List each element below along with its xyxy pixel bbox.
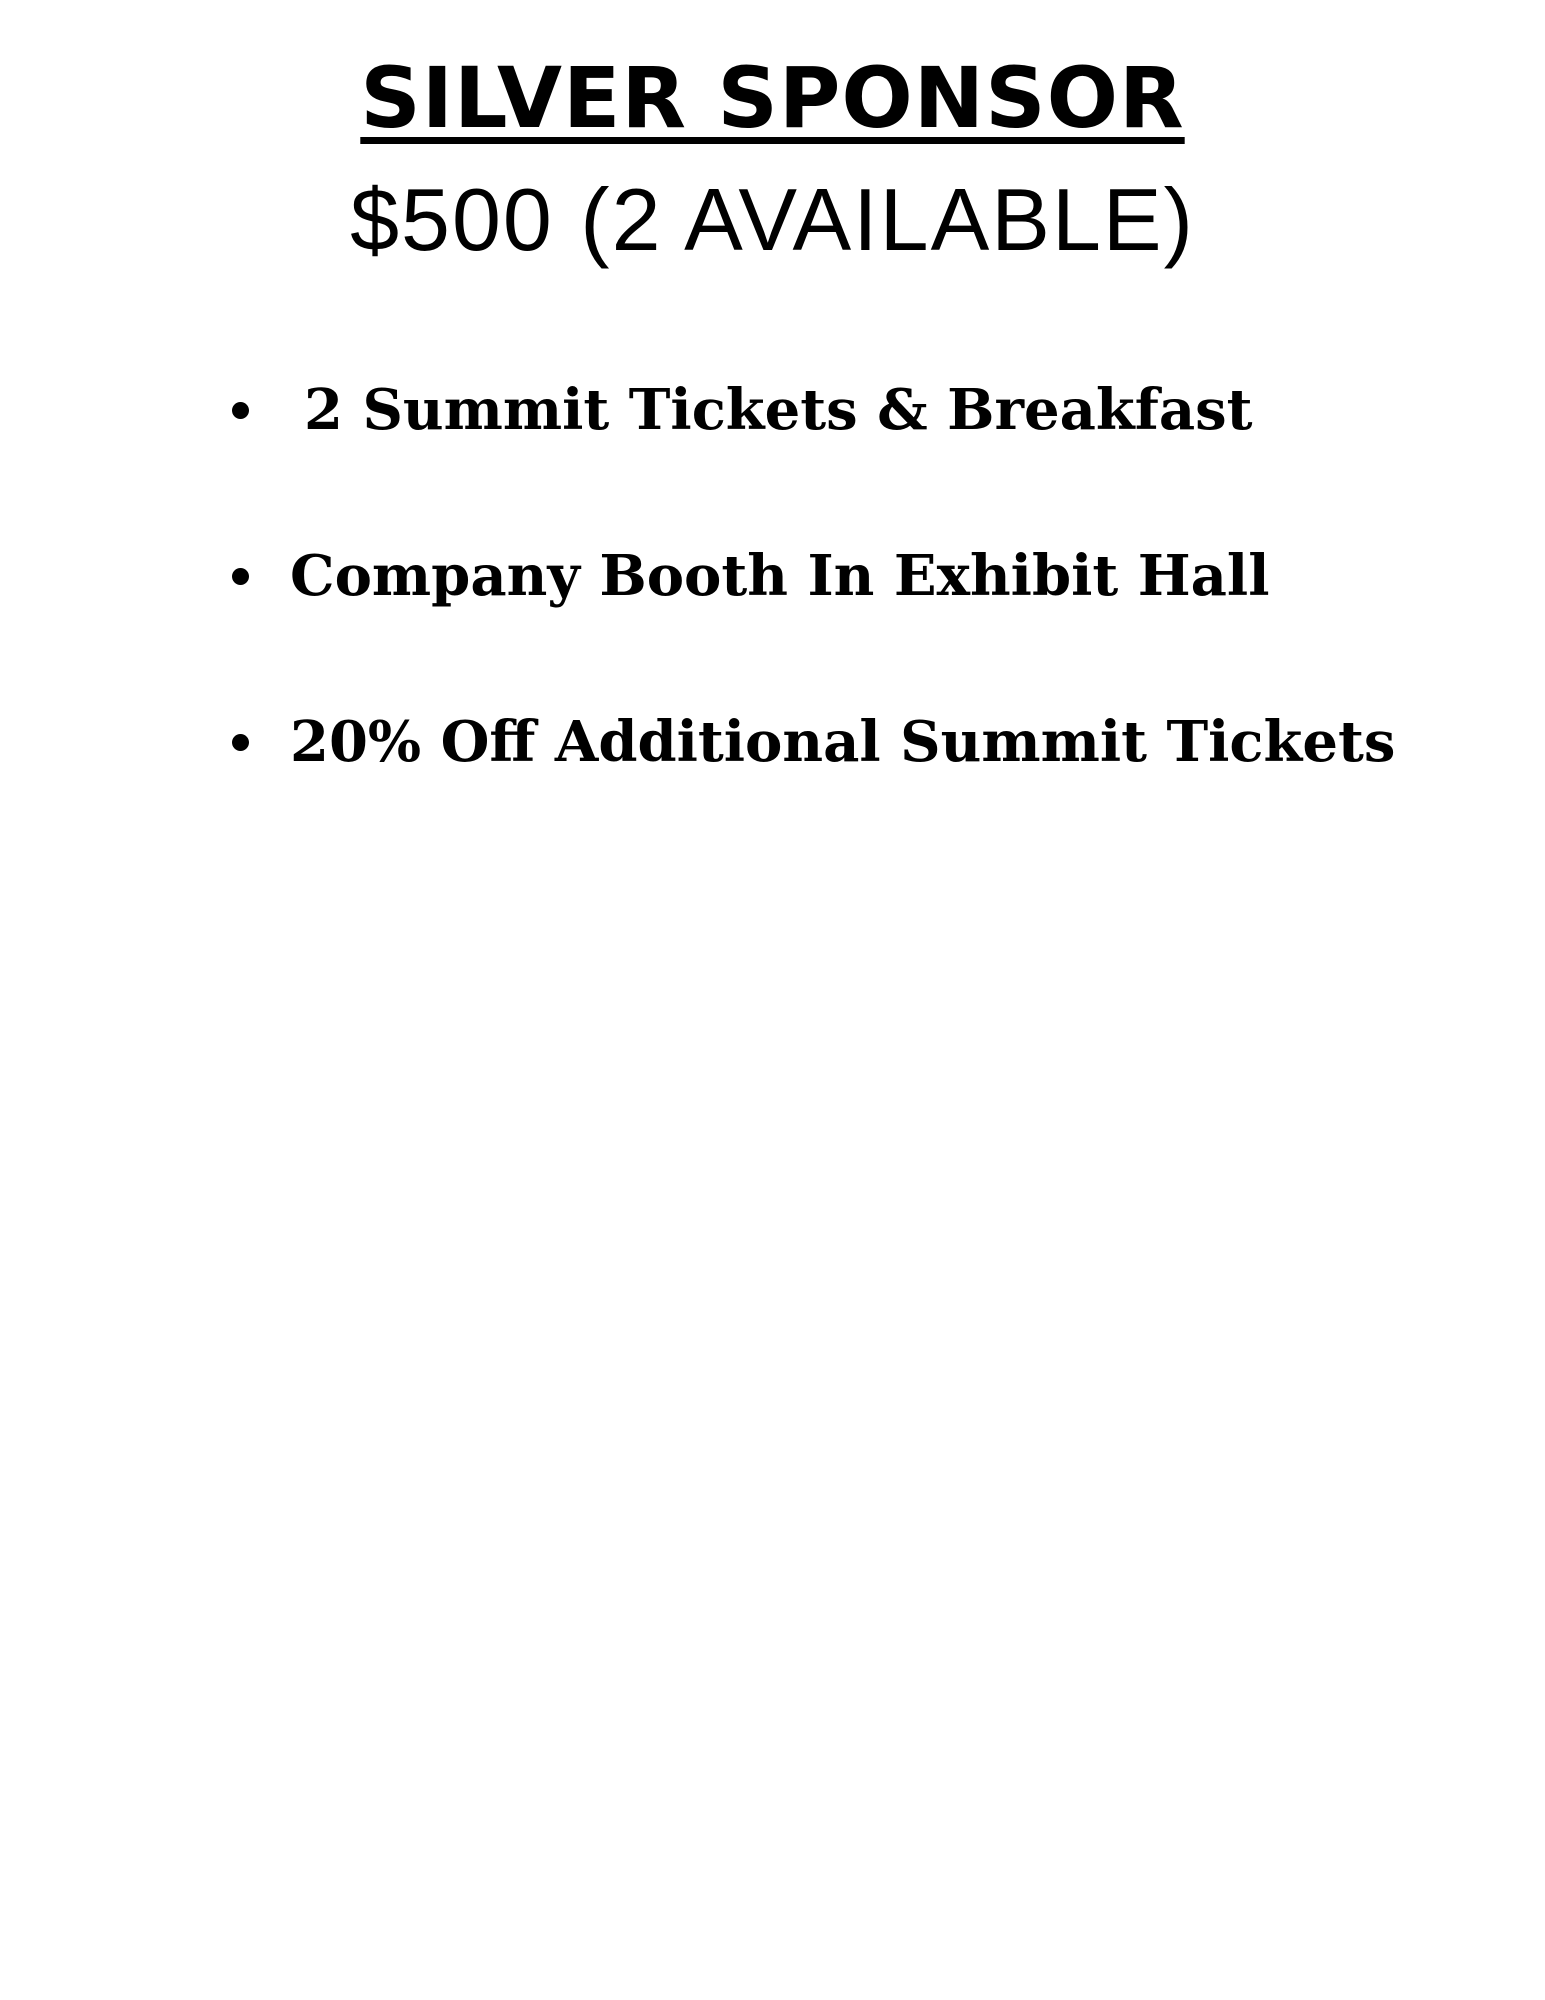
bullet-icon [232, 402, 249, 419]
benefit-text: 20% Off Additional Summit Tickets [290, 709, 1396, 775]
page-title: SILVER SPONSOR [360, 49, 1185, 147]
price-subtitle: $500 (2 AVAILABLE) [350, 170, 1195, 269]
benefit-text: Company Booth In Exhibit Hall [290, 543, 1270, 609]
benefit-text: 2 Summit Tickets & Breakfast [304, 377, 1253, 443]
bullet-icon [232, 734, 249, 751]
bullet-icon [232, 568, 249, 585]
